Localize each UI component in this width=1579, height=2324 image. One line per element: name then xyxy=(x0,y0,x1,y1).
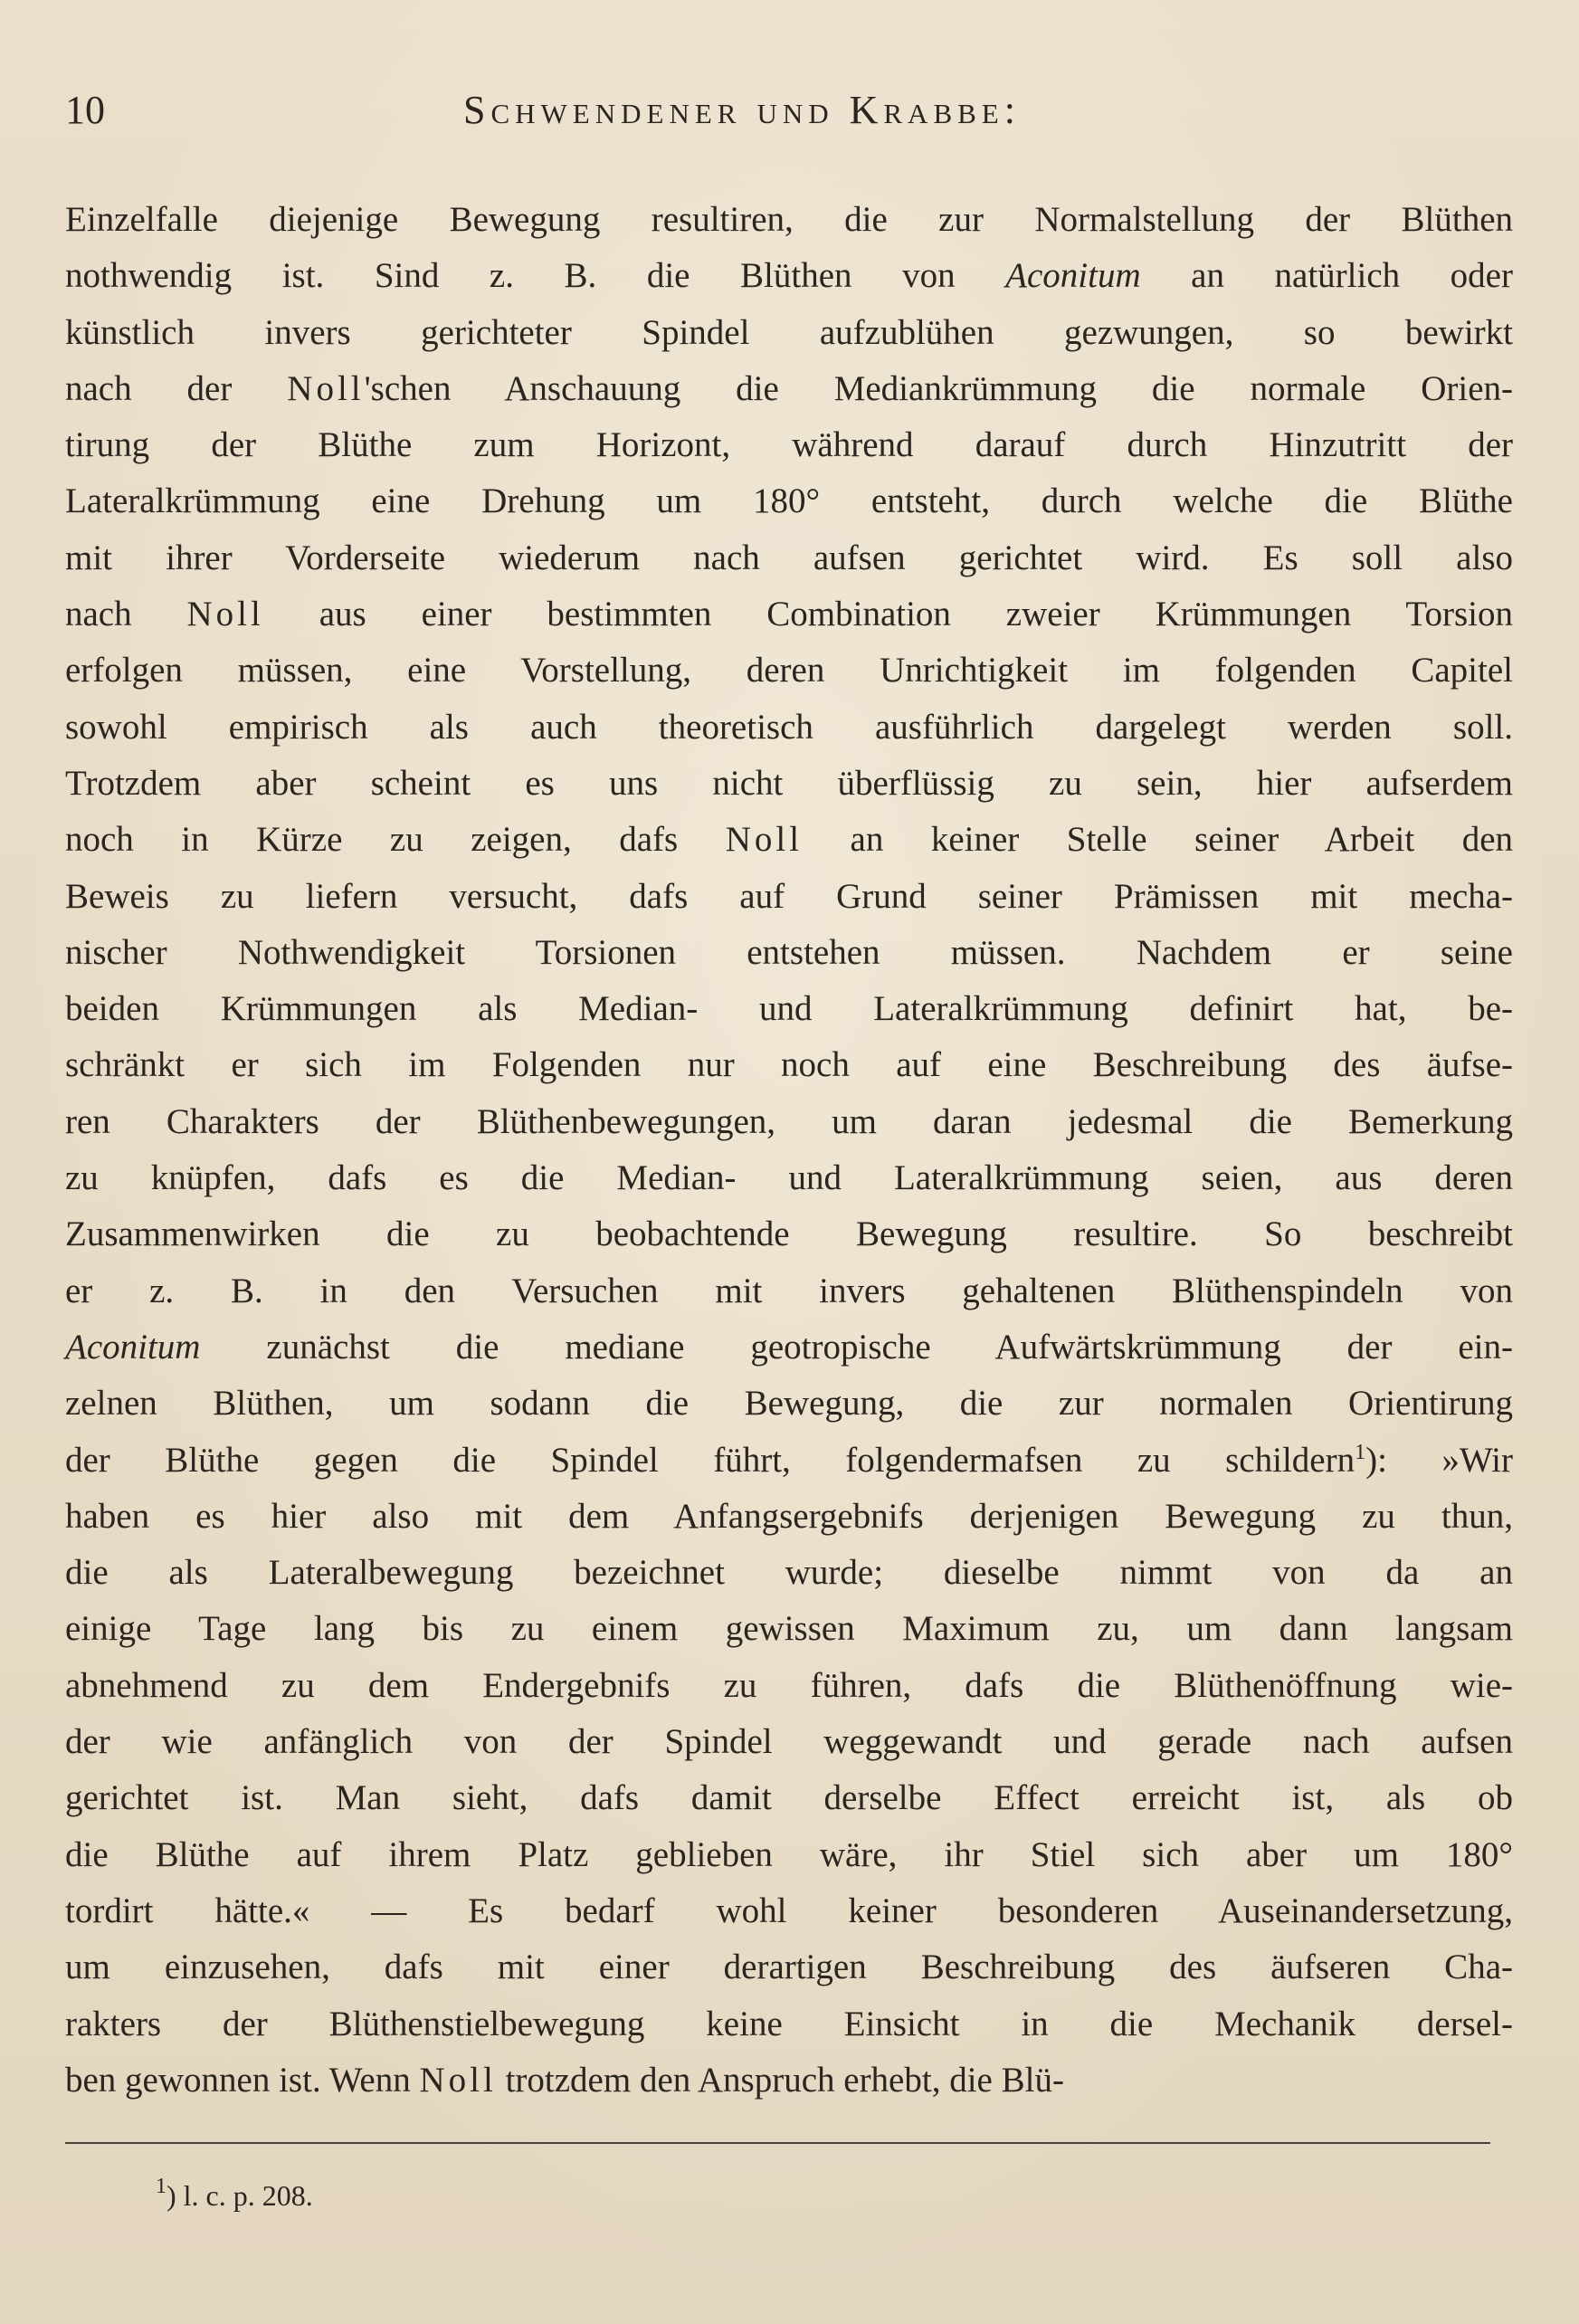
text-run: noch in Kürze zu zeigen, dafs xyxy=(65,820,726,860)
text-line xyxy=(65,1263,1513,1319)
spaced-name: Noll xyxy=(186,595,264,634)
spaced-name: Noll xyxy=(725,820,804,860)
text-run: erfolgen müssen, eine Vorstellung, deren Unrichtigkeit im folgenden Capitel xyxy=(65,651,1513,691)
spaced-name: Noll xyxy=(287,368,365,408)
page-header xyxy=(65,83,1513,138)
text-run: schränkt er sich im Folgenden nur noch auf eine Beschreibung des äufse- xyxy=(65,1045,1513,1085)
text-line xyxy=(65,2053,1513,2109)
spaced-name: Noll xyxy=(419,2060,497,2100)
text-line xyxy=(65,1150,1513,1206)
text-run: ren Charakters der Blüthenbewegungen, um daran jedesmal die Bemerkung xyxy=(65,1101,1513,1141)
page-number: 10 xyxy=(65,88,105,132)
text-line xyxy=(65,1094,1513,1150)
text-run: mit ihrer Vorderseite wiederum nach aufsen gerichtet wird. Es soll also xyxy=(65,538,1513,577)
text-line xyxy=(65,812,1513,868)
text-line xyxy=(65,1827,1513,1883)
italic-text: Aconitum xyxy=(65,1327,201,1367)
running-head: Schwendener und Krabbe: xyxy=(463,88,1021,132)
text-run: 'schen Anschauung die Mediankrümmung die normale Orien- xyxy=(364,368,1513,408)
text-line xyxy=(65,586,1513,643)
text-run: Lateralkrümmung eine Drehung um 180° entsteht, durch welche die Blüthe xyxy=(65,481,1513,521)
text-line xyxy=(65,756,1513,812)
text-line xyxy=(65,248,1513,304)
text-run: zunächst die mediane geotropische Aufwärtskrümmung der ein- xyxy=(200,1327,1513,1367)
text-run: Zusammenwirken die zu beobachtende Bewegung resultire. So beschreibt xyxy=(65,1214,1513,1254)
text-line xyxy=(65,1658,1513,1714)
text-line xyxy=(65,1770,1513,1826)
text-run: gerichtet ist. Man sieht, dafs damit derselbe Effect erreicht ist, als ob xyxy=(65,1778,1513,1818)
text-run: an keiner Stelle seiner Arbeit den xyxy=(803,820,1514,860)
italic-text: Aconitum xyxy=(1005,256,1141,296)
text-run: künstlich invers gerichteter Spindel aufzublühen gezwungen, so bewirkt xyxy=(65,312,1513,352)
text-run: nothwendig ist. Sind z. B. die Blüthen von xyxy=(65,256,1006,296)
text-run: nischer Nothwendigkeit Torsionen entstehen müssen. Nachdem er seine xyxy=(65,932,1513,972)
text-run: Beweis zu liefern versucht, dafs auf Grund seiner Prämissen mit mecha- xyxy=(65,876,1513,916)
text-line xyxy=(65,700,1513,756)
text-line xyxy=(65,1206,1513,1262)
text-run: zelnen Blüthen, um sodann die Bewegung, die zur normalen Orientirung xyxy=(65,1384,1513,1424)
text-run: beiden Krümmungen als Median- und Lateralkrümmung definirt hat, be- xyxy=(65,989,1513,1029)
text-line xyxy=(65,417,1513,473)
body-text xyxy=(65,192,1513,2109)
footnote xyxy=(156,2172,313,2219)
text-run: um einzusehen, dafs mit einer derartigen Beschreibung des äufseren Cha- xyxy=(65,1948,1513,1987)
text-line xyxy=(65,361,1513,417)
text-run: Einzelfalle diejenige Bewegung resultiren, die zur Normalstellung der Blüthen xyxy=(65,200,1513,239)
text-line xyxy=(65,1489,1513,1545)
text-run: tordirt hätte.« — Es bedarf wohl keiner besonderen Auseinandersetzung, xyxy=(65,1891,1513,1930)
text-line xyxy=(65,1939,1513,1995)
footnote-reference: 1 xyxy=(1355,1440,1366,1464)
footnote-marker: 1 xyxy=(156,2175,166,2198)
text-line xyxy=(65,192,1513,248)
footnote-text: ) l. c. p. 208. xyxy=(166,2179,313,2212)
text-line xyxy=(65,1376,1513,1432)
text-line xyxy=(65,1545,1513,1601)
text-run: sowohl empirisch als auch theoretisch ausführlich dargelegt werden soll. xyxy=(65,707,1513,747)
text-run: die Blüthe auf ihrem Platz geblieben wäre, ihr Stiel sich aber um 180° xyxy=(65,1834,1513,1874)
text-run: ): »Wir xyxy=(1365,1440,1513,1480)
text-run: nach der xyxy=(65,368,288,408)
footnote-divider xyxy=(65,2142,1490,2144)
text-line xyxy=(65,1433,1513,1489)
text-line xyxy=(65,925,1513,981)
text-run: tirung der Blüthe zum Horizont, während darauf durch Hinzutritt der xyxy=(65,425,1513,465)
text-line xyxy=(65,1883,1513,1939)
text-line xyxy=(65,1319,1513,1376)
text-run: die als Lateralbewegung bezeichnet wurde; dieselbe nimmt von da an xyxy=(65,1553,1513,1593)
text-run: der wie anfänglich von der Spindel weggewandt und gerade nach aufsen xyxy=(65,1722,1513,1762)
text-run: nach xyxy=(65,595,187,634)
text-run: trotzdem den Anspruch erhebt, die Blü- xyxy=(496,2060,1064,2100)
text-run: an natürlich oder xyxy=(1140,256,1513,296)
text-line xyxy=(65,643,1513,699)
text-line xyxy=(65,1714,1513,1770)
text-line xyxy=(65,869,1513,925)
text-line xyxy=(65,1037,1513,1093)
text-run: zu knüpfen, dafs es die Median- und Lateralkrümmung seien, aus deren xyxy=(65,1158,1513,1198)
text-run: rakters der Blüthenstielbewegung keine Einsicht in die Mechanik dersel- xyxy=(65,2004,1513,2043)
text-run: ben gewonnen ist. Wenn xyxy=(65,2060,420,2100)
text-line xyxy=(65,1996,1513,2053)
text-run: einige Tage lang bis zu einem gewissen Maximum zu, um dann langsam xyxy=(65,1609,1513,1649)
text-line xyxy=(65,981,1513,1037)
text-line xyxy=(65,473,1513,529)
text-run: abnehmend zu dem Endergebnifs zu führen, dafs die Blüthenöffnung wie- xyxy=(65,1665,1513,1705)
text-run: Trotzdem aber scheint es uns nicht überflüssig zu sein, hier aufserdem xyxy=(65,763,1513,803)
text-run: der Blüthe gegen die Spindel führt, folgendermafsen zu schildern xyxy=(65,1440,1355,1480)
text-line xyxy=(65,530,1513,586)
text-run: er z. B. in den Versuchen mit invers gehaltenen Blüthenspindeln von xyxy=(65,1271,1513,1310)
text-run: aus einer bestimmten Combination zweier Krümmungen Torsion xyxy=(263,595,1513,634)
text-run: haben es hier also mit dem Anfangsergebnifs derjenigen Bewegung zu thun, xyxy=(65,1496,1513,1536)
text-line xyxy=(65,1601,1513,1657)
text-line xyxy=(65,305,1513,361)
